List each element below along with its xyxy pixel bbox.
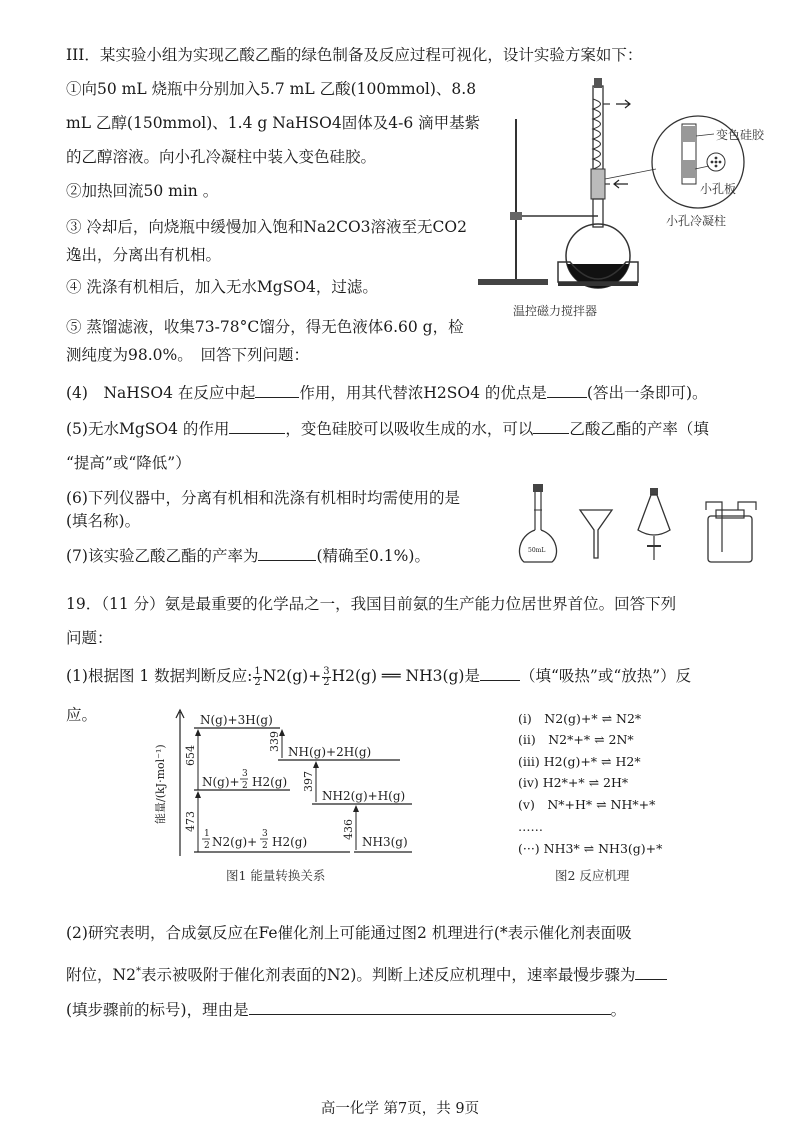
q19-p1-b: H2(g) ══ NH3(g)是 <box>331 667 480 685</box>
q19-line-1: 19．（11 分）氨是最重要的化学品之一，我国目前氨的生产能力位居世界首位。回答下列 <box>66 595 677 613</box>
level-n2-h2-b: H2(g) <box>272 835 308 849</box>
glassware-options <box>500 480 770 570</box>
step-line-7: ④ 洗涤有机相后，加入无水MgSO4，过滤。 <box>66 278 378 296</box>
q4-part-b: 作用，用其代替浓H2SO4 的优点是 <box>299 384 547 402</box>
q5-part-a: (5)无水MgSO4 的作用 <box>66 420 230 438</box>
label-silica: 变色硅胶 <box>716 128 765 142</box>
energy-654: 654 <box>184 745 197 766</box>
energy-diagram <box>150 704 430 864</box>
mechanism-step: (ii) N2*+* ⇌ 2N* <box>518 732 634 747</box>
separatory-funnel-icon[interactable] <box>638 488 670 560</box>
gas-washing-bottle-icon[interactable] <box>706 502 756 562</box>
frac-den: 2 <box>254 676 261 688</box>
stand-base <box>478 279 548 285</box>
level-nh2-h: NH2(g)+H(g) <box>322 789 406 803</box>
step-line-2: mL 乙醇(150mmol)、1.4 g NaHSO4固体及4-6 滴甲基紫 <box>66 114 481 132</box>
q19-p1-c: （填“吸热”或“放热”）反 <box>519 667 692 685</box>
level-nh-2h: NH(g)+2H(g) <box>288 745 372 759</box>
fraction-three-halves <box>322 667 330 688</box>
fraction-half <box>253 667 261 688</box>
step-line-1: ①向50 mL 烧瓶中分别加入5.7 mL 乙酸(100mmol)、8.8 <box>66 80 477 98</box>
q19-p2-d: 。 <box>610 1001 627 1019</box>
funnel-icon[interactable] <box>580 510 612 558</box>
q4-part-c: (答出一条即可)。 <box>586 384 708 402</box>
level-n-h2-a: N(g)+ <box>202 775 240 789</box>
q6-line-1: (6)下列仪器中，分离有机相和洗涤有机相时均需使用的是 <box>66 489 460 507</box>
q4-blank-2[interactable] <box>547 382 587 398</box>
step-line-8: ⑤ 蒸馏滤液，收集73-78°C馏分，得无色液体6.60 g，检 <box>66 318 464 336</box>
q19-p1-mid: N2(g)+ <box>262 667 322 685</box>
energy-339: 339 <box>268 731 281 752</box>
q19-p2-sup: * <box>135 966 141 977</box>
mechanism-step: (v) N*+H* ⇌ NH*+* <box>518 797 656 812</box>
page-footer: 高一化学 第7页，共 9页 <box>320 1101 480 1117</box>
figure1-caption: 图1 能量转换关系 <box>226 868 326 883</box>
energy-397: 397 <box>302 771 315 792</box>
step-line-3: 的乙醇溶液。向小孔冷凝柱中装入变色硅胶。 <box>66 148 377 166</box>
q19-p1-blank[interactable] <box>480 665 520 681</box>
mechanism-ellipsis: …… <box>518 819 543 834</box>
step-line-9: 测纯度为98.0%。 回答下列问题： <box>66 346 309 364</box>
energy-473: 473 <box>184 811 197 832</box>
frac-three-den-b: 2 <box>262 841 268 851</box>
flask-volume-label: 50mL <box>528 547 546 554</box>
question-5 <box>66 418 709 440</box>
q6-line-2: (填名称)。 <box>66 512 141 530</box>
figure2-caption: 图2 反应机理 <box>555 868 630 883</box>
frac-three-num: 3 <box>242 769 248 779</box>
q19-p2-blank-1[interactable] <box>635 964 667 980</box>
q19-part-1 <box>66 665 691 688</box>
question-4 <box>66 382 708 404</box>
q5-line-2: “提高”或“降低”） <box>66 454 191 472</box>
q5-blank-2[interactable] <box>533 418 569 434</box>
frac-num: 1 <box>254 665 261 677</box>
level-n-3h: N(g)+3H(g) <box>200 713 273 727</box>
q19-p2-a: 附位，N2 <box>66 966 136 985</box>
step-line-5: ③ 冷却后，向烧瓶中缓慢加入饱和Na2CO3溶液至无CO2 <box>66 218 467 236</box>
level-n2-h2-a: N2(g)+ <box>212 835 258 849</box>
y-axis-label: 能量/(kJ·mol⁻¹) <box>154 744 167 824</box>
q19-p1-a: (1)根据图 1 数据判断反应: <box>66 667 253 685</box>
q19-p2-line-3 <box>66 999 626 1021</box>
frac-half-num: 1 <box>204 829 210 839</box>
q5-part-b: ，变色硅胶可以吸收生成的水，可以 <box>285 420 534 438</box>
level-n-h2-b: H2(g) <box>252 775 288 789</box>
q19-line-2: 问题： <box>66 629 113 647</box>
mechanism-step: (iv) H2*+* ⇌ 2H* <box>518 775 629 790</box>
frac-three-num-b: 3 <box>262 829 268 839</box>
mechanism-step: (i) N2(g)+* ⇌ N2* <box>518 711 642 726</box>
level-nh3: NH3(g) <box>362 835 408 849</box>
q7-part-b: (精确至0.1%)。 <box>316 547 430 565</box>
q5-blank-1[interactable] <box>229 418 285 434</box>
frac-num: 3 <box>323 665 330 677</box>
frac-three-den: 2 <box>242 781 248 791</box>
q19-p2-line-1: (2)研究表明，合成氨反应在Fe催化剂上可能通过图2 机理进行(*表示催化剂表面吸 <box>66 924 632 942</box>
label-plate: 小孔板 <box>700 182 737 196</box>
q19-p2-line-2 <box>66 961 667 986</box>
q19-p2-blank-2[interactable] <box>249 999 611 1015</box>
mechanism-step: (iii) H2(g)+* ⇌ H2* <box>518 754 641 769</box>
q7-part-a: (7)该实验乙酸乙酯的产率为 <box>66 547 259 565</box>
q7-blank[interactable] <box>258 545 316 561</box>
step-line-6: 逸出，分离出有机相。 <box>66 246 222 264</box>
q19-p2-b: 表示被吸附于催化剂表面的N2)。判断上述反应机理中，速率最慢步骤为 <box>140 966 636 985</box>
q4-blank-1[interactable] <box>255 382 299 398</box>
label-stirrer: 温控磁力搅拌器 <box>513 304 598 318</box>
q5-part-c: 乙酸乙酯的产率（填 <box>569 420 709 438</box>
question-7 <box>66 545 430 567</box>
step-line-4: ②加热回流50 min 。 <box>66 182 219 200</box>
frac-den: 2 <box>323 676 330 688</box>
frac-half-den: 2 <box>204 841 210 851</box>
q19-p1-d: 应。 <box>66 706 98 724</box>
energy-436: 436 <box>342 819 355 840</box>
mechanism-step: (···) NH3* ⇌ NH3(g)+* <box>518 841 663 856</box>
label-column: 小孔冷凝柱 <box>666 214 727 228</box>
q4-part-a: (4) NaHSO4 在反应中起 <box>66 384 256 402</box>
section-title: III．某实验小组为实现乙酸乙酯的绿色制备及反应过程可视化，设计实验方案如下： <box>66 46 643 64</box>
apparatus-diagram <box>478 74 778 324</box>
q19-p2-c: (填步骤前的标号)，理由是 <box>66 1001 249 1019</box>
